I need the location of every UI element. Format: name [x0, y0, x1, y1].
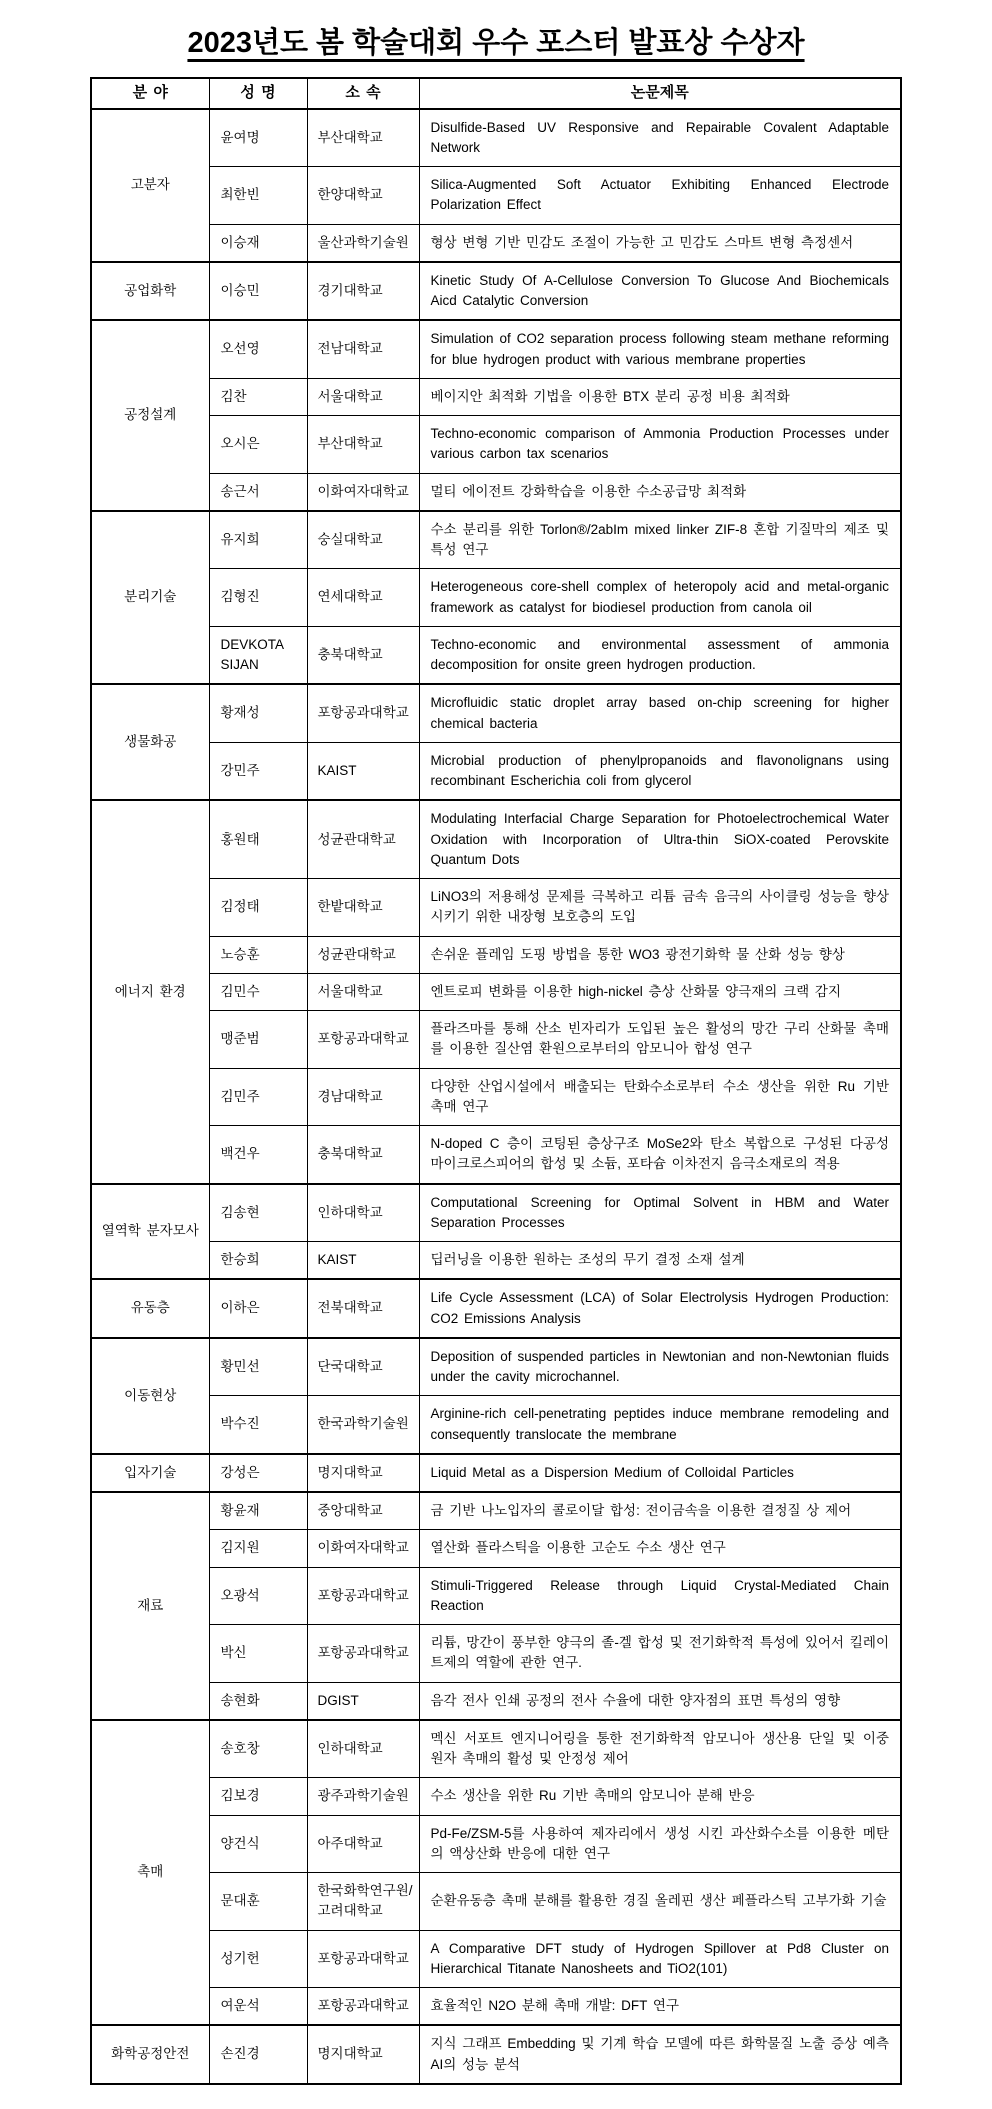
- paper-title-cell: Simulation of CO2 separation process following steam methane reforming for blue hydrogen product with various membrane properties: [419, 320, 901, 378]
- affiliation-cell: 포항공과대학교: [307, 684, 419, 742]
- table-row: [91, 973, 901, 1010]
- paper-title-cell: Liquid Metal as a Dispersion Medium of Colloidal Particles: [419, 1454, 901, 1492]
- paper-title-cell: 리튬, 망간이 풍부한 양극의 졸-겔 합성 및 전기화학적 특성에 있어서 킬레이트제의 역할에 관한 연구.: [419, 1625, 901, 1683]
- field-cell: 이동현상: [91, 1338, 209, 1454]
- paper-title-cell: Kinetic Study Of A-Cellulose Conversion To Glucose And Biochemicals Aicd Catalytic Conversion: [419, 262, 901, 321]
- field-cell: 유동층: [91, 1279, 209, 1338]
- affiliation-cell: 아주대학교: [307, 1815, 419, 1873]
- paper-title-cell: 금 기반 나노입자의 콜로이달 합성: 전이금속을 이용한 결정질 상 제어: [419, 1492, 901, 1530]
- table-row: [91, 879, 901, 937]
- paper-title-cell: 플라즈마를 통해 산소 빈자리가 도입된 높은 활성의 망간 구리 산화물 촉매를 이용한 질산염 환원으로부터의 암모니아 합성 연구: [419, 1011, 901, 1069]
- affiliation-cell: 한밭대학교: [307, 879, 419, 937]
- table-row: [91, 378, 901, 415]
- paper-title-cell: Computational Screening for Optimal Solvent in HBM and Water Separation Processes: [419, 1184, 901, 1242]
- name-cell: 김민수: [209, 973, 307, 1010]
- affiliation-cell: 인하대학교: [307, 1184, 419, 1242]
- affiliation-cell: 명지대학교: [307, 2025, 419, 2084]
- table-row: [91, 1454, 901, 1492]
- name-cell: 김보경: [209, 1778, 307, 1815]
- table-row: [91, 1988, 901, 2026]
- affiliation-cell: 전북대학교: [307, 1279, 419, 1338]
- paper-title-cell: Stimuli-Triggered Release through Liquid Crystal-Mediated Chain Reaction: [419, 1567, 901, 1625]
- affiliation-cell: 포항공과대학교: [307, 1625, 419, 1683]
- table-row: [91, 1492, 901, 1530]
- field-cell: 열역학 분자모사: [91, 1184, 209, 1280]
- table-row: [91, 800, 901, 878]
- table-row: [91, 569, 901, 627]
- paper-title-cell: Arginine-rich cell-penetrating peptides induce membrane remodeling and consequently translocate the membrane: [419, 1396, 901, 1454]
- affiliation-cell: 충북대학교: [307, 1126, 419, 1184]
- field-cell: 에너지 환경: [91, 800, 209, 1183]
- page-title-text: 2023년도 봄 학술대회 우수 포스터 발표상 수상자: [187, 27, 805, 59]
- table-row: [91, 684, 901, 742]
- name-cell: 오광석: [209, 1567, 307, 1625]
- table-row: [91, 2025, 901, 2084]
- paper-title-cell: 손쉬운 플레임 도핑 방법을 통한 WO3 광전기화학 물 산화 성능 향상: [419, 936, 901, 973]
- table-header: [91, 78, 901, 109]
- paper-title-cell: 수소 분리를 위한 Torlon®/2abIm mixed linker ZIF-8 혼합 기질막의 제조 및 특성 연구: [419, 511, 901, 569]
- paper-title-cell: 순환유동층 촉매 분해를 활용한 경질 올레핀 생산 페플라스틱 고부가화 기술: [419, 1873, 901, 1931]
- affiliation-cell: KAIST: [307, 742, 419, 800]
- paper-title-cell: N-doped C 층이 코팅된 층상구조 MoSe2와 탄소 복합으로 구성된 다공성 마이크로스피어의 합성 및 소듐, 포타슘 이차전지 음극소재로의 적용: [419, 1126, 901, 1184]
- table-row: [91, 1930, 901, 1988]
- winners-table: [90, 77, 902, 2085]
- affiliation-cell: 한양대학교: [307, 167, 419, 225]
- name-cell: 백건우: [209, 1126, 307, 1184]
- column-header-name: 성 명: [209, 78, 307, 109]
- name-cell: 홍원태: [209, 800, 307, 878]
- name-cell: 문대훈: [209, 1873, 307, 1931]
- affiliation-cell: 부산대학교: [307, 109, 419, 167]
- paper-title-cell: Silica-Augmented Soft Actuator Exhibiting Enhanced Electrode Polarization Effect: [419, 167, 901, 225]
- name-cell: 김형진: [209, 569, 307, 627]
- name-cell: 맹준범: [209, 1011, 307, 1069]
- affiliation-cell: 인하대학교: [307, 1720, 419, 1778]
- affiliation-cell: 포항공과대학교: [307, 1011, 419, 1069]
- affiliation-cell: 서울대학교: [307, 973, 419, 1010]
- name-cell: 박수진: [209, 1396, 307, 1454]
- paper-title-cell: 딥러닝을 이용한 원하는 조성의 무기 결정 소재 설계: [419, 1242, 901, 1280]
- paper-title-cell: Modulating Interfacial Charge Separation for Photoelectrochemical Water Oxidation with Incorporation of Ultra-thin SiOX-coated Perovskite Quantum Dots: [419, 800, 901, 878]
- paper-title-cell: 형상 변형 기반 민감도 조절이 가능한 고 민감도 스마트 변형 측정센서: [419, 224, 901, 262]
- affiliation-cell: 한국과학기술원: [307, 1396, 419, 1454]
- table-row: [91, 1873, 901, 1931]
- field-cell: 생물화공: [91, 684, 209, 800]
- table-row: [91, 936, 901, 973]
- affiliation-cell: 전남대학교: [307, 320, 419, 378]
- field-cell: 공업화학: [91, 262, 209, 321]
- affiliation-cell: 광주과학기술원: [307, 1778, 419, 1815]
- table-row: [91, 1682, 901, 1720]
- affiliation-cell: 이화여자대학교: [307, 473, 419, 511]
- paper-title-cell: 열산화 플라스틱을 이용한 고순도 수소 생산 연구: [419, 1530, 901, 1567]
- affiliation-cell: 중앙대학교: [307, 1492, 419, 1530]
- paper-title-cell: Techno-economic and environmental assessment of ammonia decomposition for onsite green hydrogen production.: [419, 626, 901, 684]
- paper-title-cell: Microfluidic static droplet array based on-chip screening for higher chemical bacteria: [419, 684, 901, 742]
- paper-title-cell: Techno-economic comparison of Ammonia Production Processes under various carbon tax scenarios: [419, 416, 901, 474]
- paper-title-cell: Pd-Fe/ZSM-5를 사용하여 제자리에서 생성 시킨 과산화수소를 이용한 메탄의 액상산화 반응에 대한 연구: [419, 1815, 901, 1873]
- paper-title-cell: 효율적인 N2O 분해 촉매 개발: DFT 연구: [419, 1988, 901, 2026]
- affiliation-cell: KAIST: [307, 1242, 419, 1280]
- name-cell: 박신: [209, 1625, 307, 1683]
- paper-title-cell: Microbial production of phenylpropanoids and flavonolignans using recombinant Escherichia coli from glycerol: [419, 742, 901, 800]
- affiliation-cell: 포항공과대학교: [307, 1988, 419, 2026]
- paper-title-cell: 엔트로피 변화를 이용한 high-nickel 층상 산화물 양극재의 크랙 감지: [419, 973, 901, 1010]
- name-cell: DEVKOTA SIJAN: [209, 626, 307, 684]
- paper-title-cell: Life Cycle Assessment (LCA) of Solar Electrolysis Hydrogen Production: CO2 Emissions Analysis: [419, 1279, 901, 1338]
- affiliation-cell: 한국화학연구원/고려대학교: [307, 1873, 419, 1931]
- paper-title-cell: 멕신 서포트 엔지니어링을 통한 전기화학적 암모니아 생산용 단일 및 이중 원자 촉매의 활성 및 안정성 제어: [419, 1720, 901, 1778]
- affiliation-cell: 성균관대학교: [307, 936, 419, 973]
- affiliation-cell: 명지대학교: [307, 1454, 419, 1492]
- field-cell: 촉매: [91, 1720, 209, 2026]
- table-row: [91, 320, 901, 378]
- name-cell: 김송현: [209, 1184, 307, 1242]
- name-cell: 성기헌: [209, 1930, 307, 1988]
- table-row: [91, 1625, 901, 1683]
- affiliation-cell: 경남대학교: [307, 1068, 419, 1126]
- table-body: [91, 109, 901, 2084]
- paper-title-cell: Deposition of suspended particles in Newtonian and non-Newtonian fluids under the cavity microchannel.: [419, 1338, 901, 1396]
- name-cell: 양건식: [209, 1815, 307, 1873]
- affiliation-cell: 포항공과대학교: [307, 1567, 419, 1625]
- table-row: [91, 1815, 901, 1873]
- affiliation-cell: 부산대학교: [307, 416, 419, 474]
- table-row: [91, 473, 901, 511]
- name-cell: 이승재: [209, 224, 307, 262]
- name-cell: 김정태: [209, 879, 307, 937]
- field-cell: 화학공정안전: [91, 2025, 209, 2084]
- name-cell: 김지원: [209, 1530, 307, 1567]
- name-cell: 오선영: [209, 320, 307, 378]
- affiliation-cell: 이화여자대학교: [307, 1530, 419, 1567]
- field-cell: 재료: [91, 1492, 209, 1720]
- name-cell: 황윤재: [209, 1492, 307, 1530]
- table-row: [91, 1720, 901, 1778]
- table-row: [91, 416, 901, 474]
- table-row: [91, 1338, 901, 1396]
- affiliation-cell: 포항공과대학교: [307, 1930, 419, 1988]
- table-row: [91, 742, 901, 800]
- table-row: [91, 109, 901, 167]
- page-title: [91, 20, 901, 61]
- name-cell: 윤여명: [209, 109, 307, 167]
- header-row: [91, 78, 901, 109]
- table-row: [91, 1011, 901, 1069]
- field-cell: 분리기술: [91, 511, 209, 685]
- affiliation-cell: 성균관대학교: [307, 800, 419, 878]
- table-row: [91, 1279, 901, 1338]
- affiliation-cell: 서울대학교: [307, 378, 419, 415]
- name-cell: 송근서: [209, 473, 307, 511]
- table-row: [91, 1126, 901, 1184]
- table-row: [91, 262, 901, 321]
- table-row: [91, 626, 901, 684]
- paper-title-cell: LiNO3의 저용해성 문제를 극복하고 리튬 금속 음극의 사이클링 성능을 향상시키기 위한 내장형 보호층의 도입: [419, 879, 901, 937]
- field-cell: 입자기술: [91, 1454, 209, 1492]
- table-row: [91, 1396, 901, 1454]
- name-cell: 이승민: [209, 262, 307, 321]
- name-cell: 황재성: [209, 684, 307, 742]
- name-cell: 송호창: [209, 1720, 307, 1778]
- table-row: [91, 224, 901, 262]
- column-header-paper-title: 논문제목: [419, 78, 901, 109]
- name-cell: 노승훈: [209, 936, 307, 973]
- paper-title-cell: 멀티 에이전트 강화학습을 이용한 수소공급망 최적화: [419, 473, 901, 511]
- name-cell: 최한빈: [209, 167, 307, 225]
- name-cell: 여운석: [209, 1988, 307, 2026]
- name-cell: 황민선: [209, 1338, 307, 1396]
- table-row: [91, 1567, 901, 1625]
- name-cell: 김찬: [209, 378, 307, 415]
- table-row: [91, 1778, 901, 1815]
- affiliation-cell: 숭실대학교: [307, 511, 419, 569]
- paper-title-cell: 지식 그래프 Embedding 및 기계 학습 모델에 따른 화학물질 노출 증상 예측 AI의 성능 분석: [419, 2025, 901, 2084]
- paper-title-cell: 다양한 산업시설에서 배출되는 탄화수소로부터 수소 생산을 위한 Ru 기반 촉매 연구: [419, 1068, 901, 1126]
- name-cell: 강성은: [209, 1454, 307, 1492]
- paper-title-cell: 베이지안 최적화 기법을 이용한 BTX 분리 공정 비용 최적화: [419, 378, 901, 415]
- paper-title-cell: A Comparative DFT study of Hydrogen Spillover at Pd8 Cluster on Hierarchical Titanate Nanosheets and TiO2(101): [419, 1930, 901, 1988]
- affiliation-cell: 연세대학교: [307, 569, 419, 627]
- name-cell: 한승희: [209, 1242, 307, 1280]
- field-cell: 공정설계: [91, 320, 209, 511]
- paper-title-cell: 수소 생산을 위한 Ru 기반 촉매의 암모니아 분해 반응: [419, 1778, 901, 1815]
- table-row: [91, 1530, 901, 1567]
- name-cell: 이하은: [209, 1279, 307, 1338]
- paper-title-cell: Heterogeneous core-shell complex of heteropoly acid and metal-organic framework as catalyst for biodiesel production from canola oil: [419, 569, 901, 627]
- name-cell: 김민주: [209, 1068, 307, 1126]
- affiliation-cell: 충북대학교: [307, 626, 419, 684]
- affiliation-cell: 울산과학기술원: [307, 224, 419, 262]
- name-cell: 오시은: [209, 416, 307, 474]
- table-row: [91, 1068, 901, 1126]
- table-row: [91, 511, 901, 569]
- table-row: [91, 1242, 901, 1280]
- table-row: [91, 1184, 901, 1242]
- paper-title-cell: 음각 전사 인쇄 공정의 전사 수율에 대한 양자점의 표면 특성의 영향: [419, 1682, 901, 1720]
- field-cell: 고분자: [91, 109, 209, 262]
- affiliation-cell: 단국대학교: [307, 1338, 419, 1396]
- name-cell: 유지희: [209, 511, 307, 569]
- affiliation-cell: 경기대학교: [307, 262, 419, 321]
- name-cell: 송현화: [209, 1682, 307, 1720]
- column-header-affiliation: 소 속: [307, 78, 419, 109]
- name-cell: 손진경: [209, 2025, 307, 2084]
- affiliation-cell: DGIST: [307, 1682, 419, 1720]
- table-row: [91, 167, 901, 225]
- name-cell: 강민주: [209, 742, 307, 800]
- paper-title-cell: Disulfide-Based UV Responsive and Repairable Covalent Adaptable Network: [419, 109, 901, 167]
- column-header-field: 분 야: [91, 78, 209, 109]
